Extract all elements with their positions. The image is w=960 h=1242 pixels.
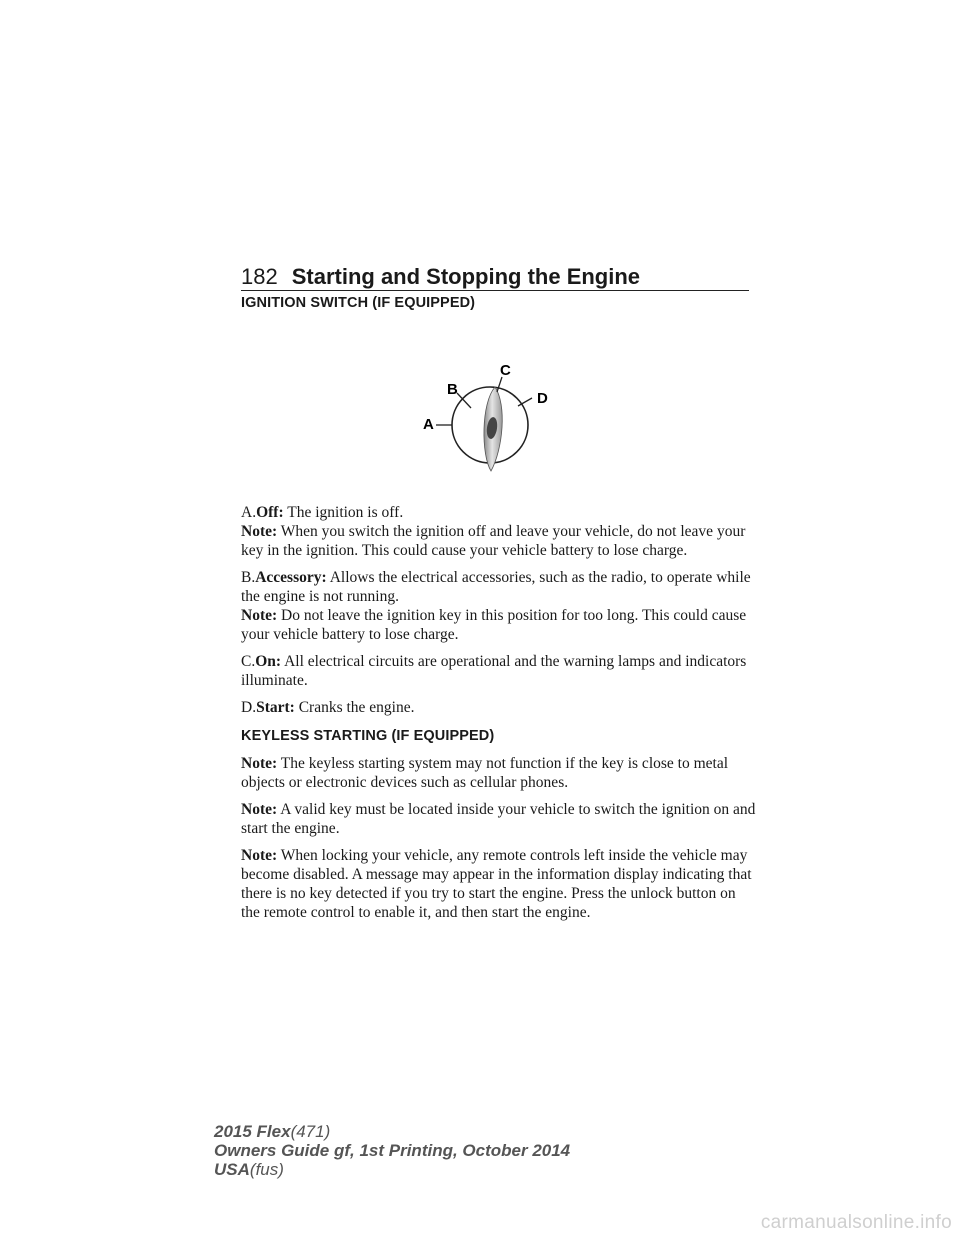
footer-region-line: USA(fus) xyxy=(214,1160,284,1179)
label-b: B xyxy=(447,381,458,398)
note-keyless-2: Note: A valid key must be located inside your vehicle to switch the ignition on and start the engine. xyxy=(241,801,756,837)
page-content xyxy=(241,294,756,922)
item-on: C.On: All electrical circuits are operational and the warning lamps and indicators illuminate. xyxy=(241,653,747,689)
page-footer xyxy=(214,1122,570,1179)
note-off: Note: When you switch the ignition off and leave your vehicle, do not leave your key in the ignition. This could cause your vehicle battery to lose charge. xyxy=(241,523,746,559)
chapter-title: Starting and Stopping the Engine xyxy=(291,264,641,289)
page-header xyxy=(241,256,749,291)
item-start: D.Start: Cranks the engine. xyxy=(241,699,415,716)
label-a: A xyxy=(423,416,434,433)
label-c: C xyxy=(500,362,511,379)
ignition-switch-figure xyxy=(241,337,756,487)
page-number: 182 xyxy=(241,264,278,289)
note-accessory: Note: Do not leave the ignition key in this position for too long. This could cause your vehicle battery to lose charge. xyxy=(241,607,747,643)
section-heading-keyless: KEYLESS STARTING (IF EQUIPPED) xyxy=(241,728,495,744)
note-keyless-3: Note: When locking your vehicle, any remote controls left inside the vehicle may become disabled. A message may appear in the information display indicating that there is no key detected if you try to start the engine. Press the unlock button on the remote control to enable it, and then start the engine. xyxy=(241,847,752,921)
ignition-switch-diagram xyxy=(411,337,571,487)
item-off: A.Off: The ignition is off. xyxy=(241,504,404,521)
label-d: D xyxy=(537,390,548,407)
item-accessory: B.Accessory: Allows the electrical accessories, such as the radio, to operate while the engine is not running. xyxy=(241,569,751,605)
watermark: carmanualsonline.info xyxy=(760,1212,952,1233)
footer-model-line: 2015 Flex(471) xyxy=(214,1122,331,1141)
section-heading-ignition: IGNITION SWITCH (IF EQUIPPED) xyxy=(241,295,476,311)
footer-guide-line: Owners Guide gf, 1st Printing, October 2014 xyxy=(214,1141,571,1160)
note-keyless-1: Note: The keyless starting system may not function if the key is close to metal objects or electronic devices such as cellular phones. xyxy=(241,755,729,791)
